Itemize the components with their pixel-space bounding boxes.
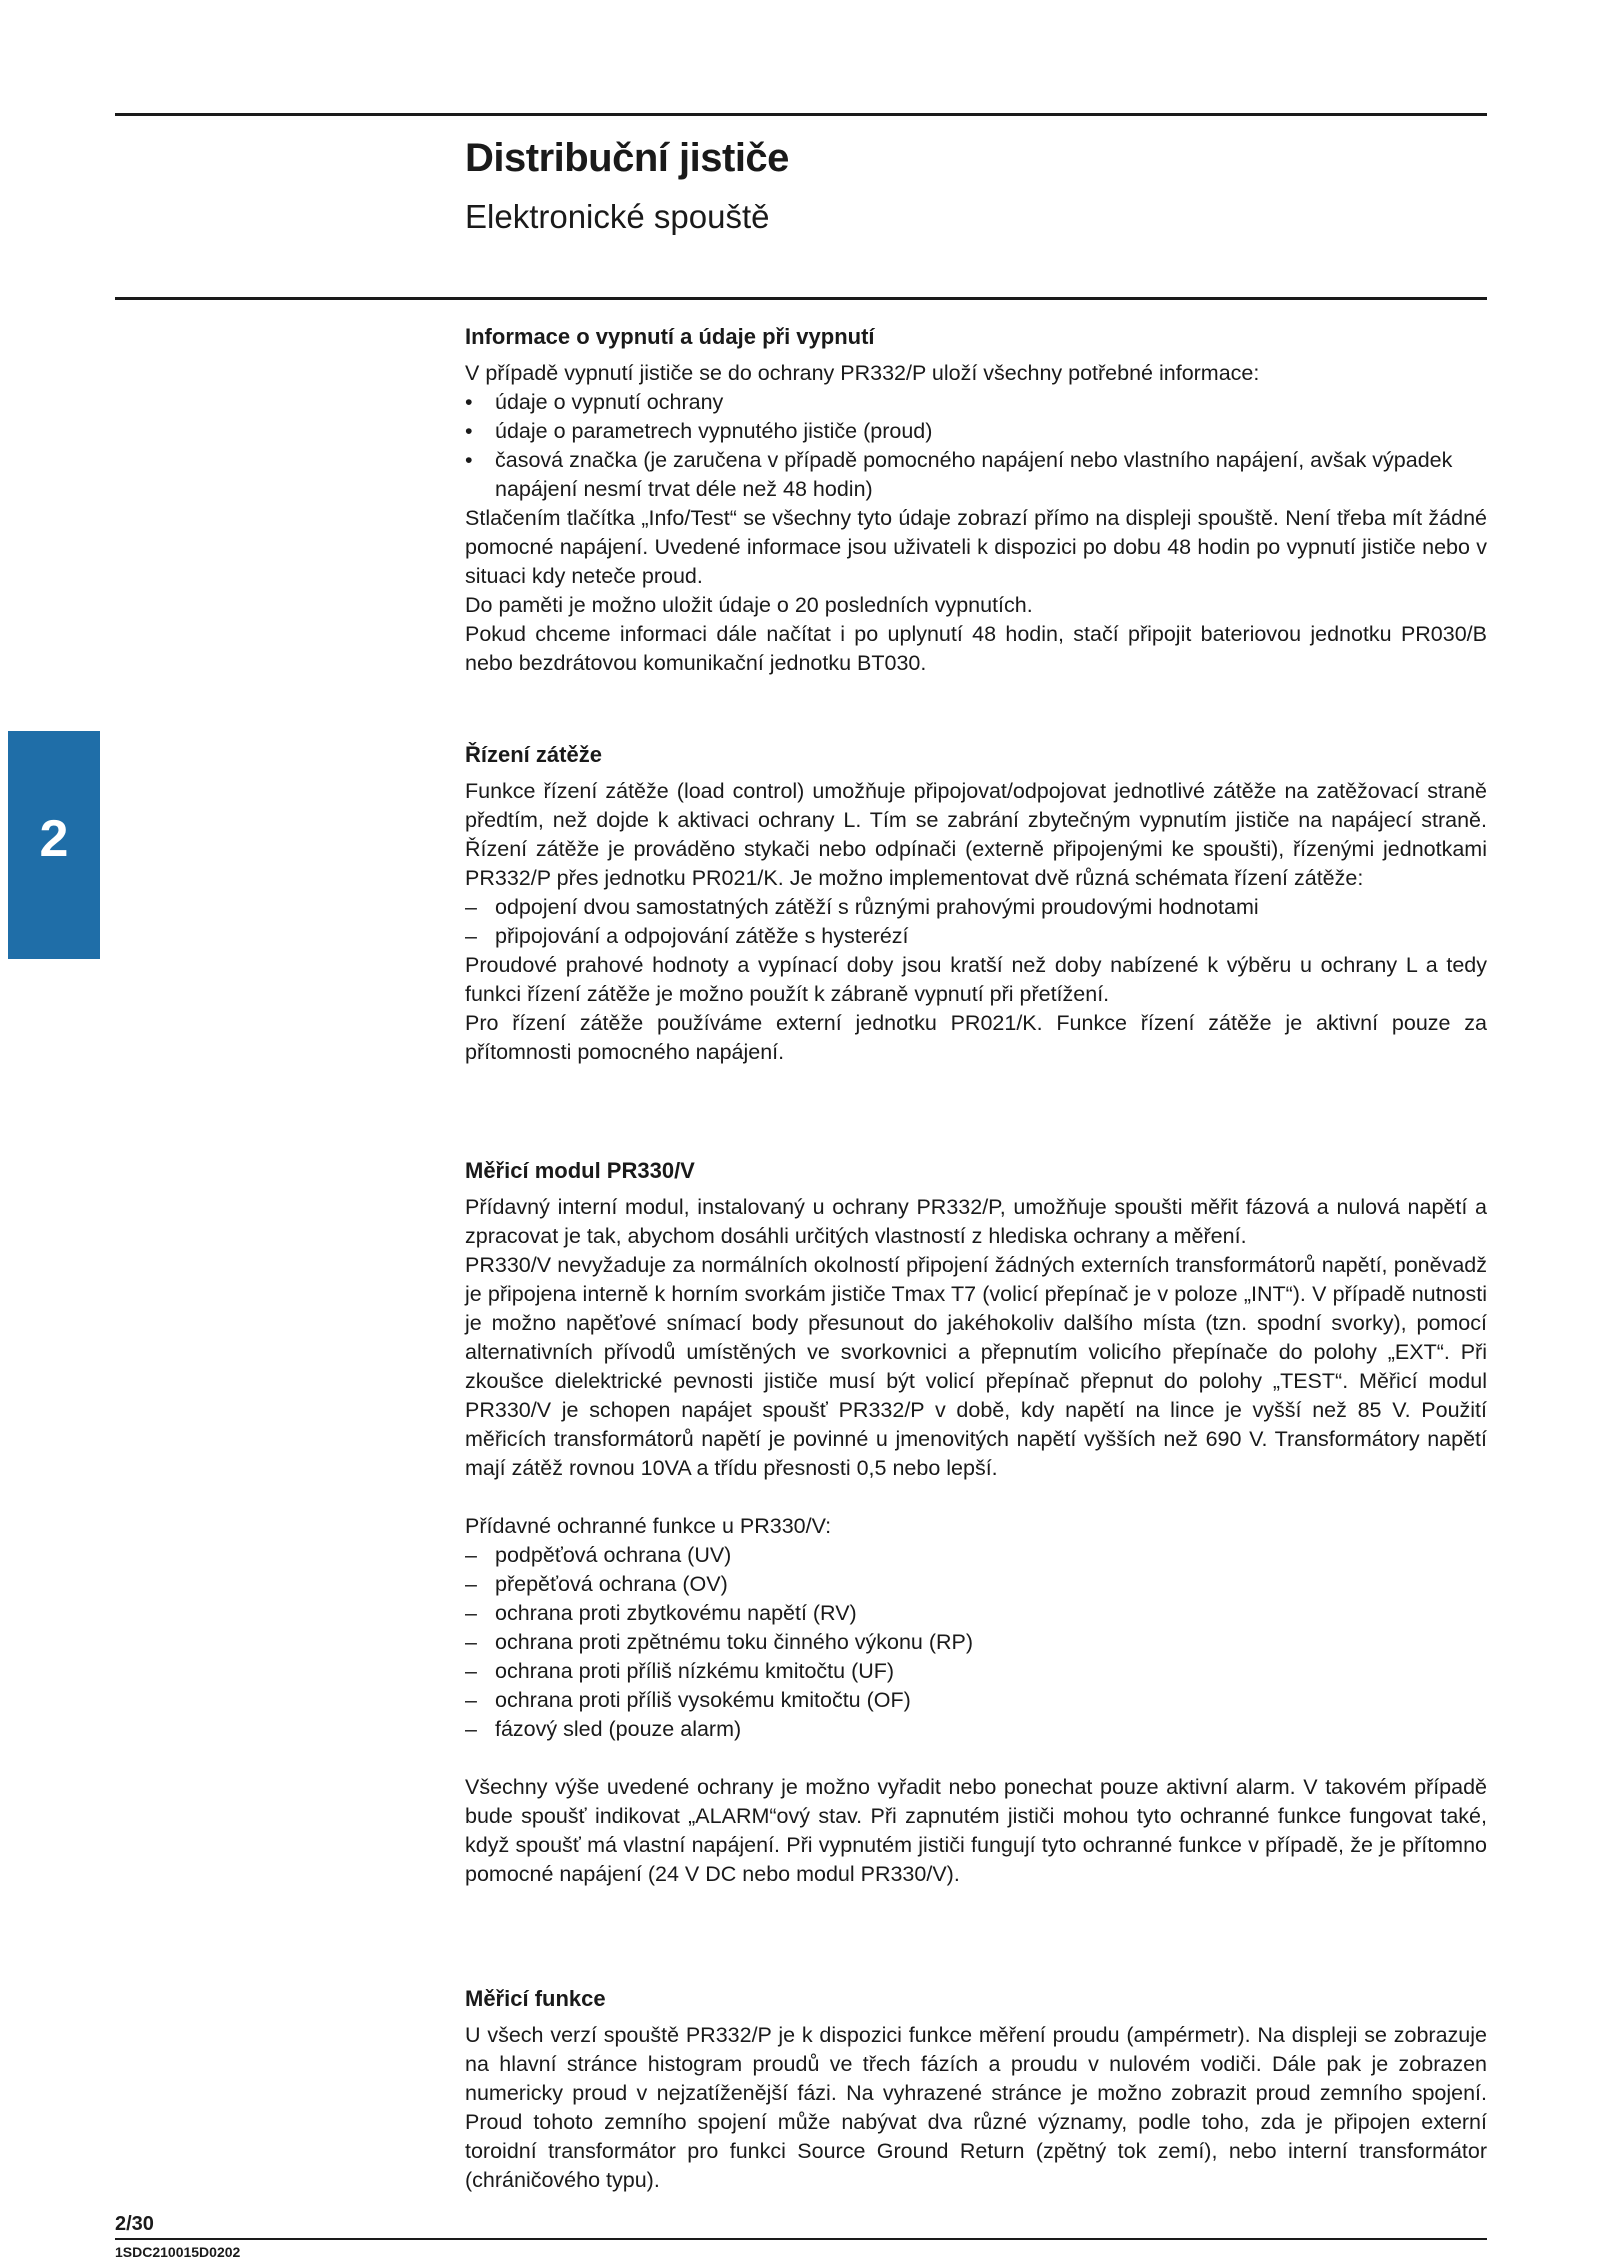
page-subtitle: Elektronické spouště	[465, 198, 770, 235]
dash-list	[465, 1541, 1487, 1744]
top-rule	[115, 113, 1487, 116]
list-item: – přepěťová ochrana (OV)	[465, 1570, 1487, 1599]
section-load-control	[465, 740, 1487, 1067]
spacer	[465, 1483, 1487, 1512]
list-item: • časová značka (je zaručena v případě pomocného napájení nebo vlastního napájení, avšak výpadek napájení nesmí trvat déle než 48 hodin)	[465, 448, 1453, 501]
bullet-icon: •	[465, 448, 473, 472]
list-item: – ochrana proti příliš vysokému kmitočtu (OF)	[465, 1686, 1487, 1715]
section-heading: Měřicí modul PR330/V	[465, 1158, 695, 1183]
header-rule	[115, 297, 1487, 300]
section-measuring-module	[465, 1156, 1487, 1889]
dash-icon: –	[465, 924, 477, 948]
list-item: • údaje o parametrech vypnutého jističe (proud)	[465, 417, 1487, 446]
dash-icon: –	[465, 1630, 477, 1654]
dash-icon: –	[465, 1688, 477, 1712]
list-item: • údaje o vypnutí ochrany	[465, 388, 1487, 417]
dash-icon: –	[465, 1659, 477, 1683]
page-title: Distribuční jističe	[465, 136, 789, 180]
paragraph: Proudové prahové hodnoty a vypínací doby jsou kratší než doby nabízené k výběru u ochrany L a tedy funkci řízení zátěže je možno použít k zábraně vypnutí při přetížení.	[465, 953, 1487, 1006]
paragraph: Pokud chceme informaci dále načítat i po uplynutí 48 hodin, stačí připojit bateriovou jednotku PR030/B nebo bezdrátovou komunikační jednotku BT030.	[465, 622, 1487, 675]
page-number: 2/30	[115, 2213, 154, 2235]
paragraph: Všechny výše uvedené ochrany je možno vyřadit nebo ponechat pouze aktivní alarm. V takovém případě bude spoušť indikovat „ALARM“ový stav. Při zapnutém jističi mohou tyto ochranné funkce fungovat také, když spoušť má vlastní napájení. Při vypnutém jističi fungují tyto ochranné funkce v případě, že je přítomno pomocné napájení (24 V DC nebo modul PR330/V).	[465, 1775, 1487, 1886]
section-heading: Měřicí funkce	[465, 1986, 606, 2011]
section-heading: Informace o vypnutí a údaje při vypnutí	[465, 324, 875, 349]
bullet-icon: •	[465, 419, 473, 443]
dash-list	[465, 893, 1487, 951]
paragraph: Pro řízení zátěže používáme externí jednotku PR021/K. Funkce řízení zátěže je aktivní pouze za přítomnosti pomocného napájení.	[465, 1011, 1487, 1064]
chapter-number: 2	[39, 810, 69, 868]
list-item: – ochrana proti zbytkovému napětí (RV)	[465, 1599, 1487, 1628]
dash-icon: –	[465, 895, 477, 919]
bullet-list	[465, 388, 1487, 504]
list-item: – připojování a odpojování zátěže s hysterézí	[465, 922, 1487, 951]
section-heading: Řízení zátěže	[465, 742, 602, 767]
list-item: – odpojení dvou samostatných zátěží s různými prahovými proudovými hodnotami	[465, 893, 1487, 922]
list-item: – fázový sled (pouze alarm)	[465, 1715, 1487, 1744]
paragraph: Přídavné ochranné funkce u PR330/V:	[465, 1514, 832, 1538]
dash-icon: –	[465, 1543, 477, 1567]
document-code: 1SDC210015D0202	[115, 2244, 241, 2260]
section-trip-info	[465, 322, 1487, 678]
spacer	[465, 1744, 1487, 1773]
paragraph: Funkce řízení zátěže (load control) umožňuje připojovat/odpojovat jednotlivé zátěže na zatěžovací straně předtím, než dojde k aktivaci ochrany L. Tím se zabrání zbytečným vypnutím jističe na napájecí straně. Řízení zátěže je prováděno stykači nebo odpínači (externě připojenými ke spoušti), řízenými jednotkami PR332/P přes jednotku PR021/K. Je možno implementovat dvě různá schémata řízení zátěže:	[465, 779, 1487, 890]
paragraph: Stlačením tlačítka „Info/Test“ se všechny tyto údaje zobrazí přímo na displeji spouště. Není třeba mít žádné pomocné napájení. Uvedené informace jsou uživateli k dispozici po dobu 48 hodin po vypnutí jističe nebo v situaci kdy neteče proud.	[465, 506, 1487, 588]
paragraph: V případě vypnutí jističe se do ochrany PR332/P uloží všechny potřebné informace:	[465, 361, 1260, 385]
footer-rule	[115, 2238, 1487, 2240]
dash-icon: –	[465, 1601, 477, 1625]
bullet-icon: •	[465, 390, 473, 414]
list-item: – podpěťová ochrana (UV)	[465, 1541, 1487, 1570]
paragraph: U všech verzí spouště PR332/P je k dispozici funkce měření proudu (ampérmetr). Na displeji se zobrazuje na hlavní stránce histogram proudů ve třech fázích a proudu v nulovém vodiči. Dále pak je zobrazen numericky proud v nejzatíženější fázi. Na vyhrazené stránce je možno zobrazit proud zemního spojení. Proud tohoto zemního spojení může nabývat dva různé významy, podle toho, zda je připojen externí toroidní transformátor pro funkci Source Ground Return (zpětný tok zemí), nebo interní transformátor (chráničového typu).	[465, 2023, 1487, 2192]
paragraph: Do paměti je možno uložit údaje o 20 posledních vypnutích.	[465, 593, 1033, 617]
list-item: – ochrana proti zpětnému toku činného výkonu (RP)	[465, 1628, 1487, 1657]
section-measuring-functions	[465, 1984, 1487, 2195]
chapter-tab	[8, 731, 100, 959]
list-item: – ochrana proti příliš nízkému kmitočtu (UF)	[465, 1657, 1487, 1686]
dash-icon: –	[465, 1572, 477, 1596]
dash-icon: –	[465, 1717, 477, 1741]
paragraph: Přídavný interní modul, instalovaný u ochrany PR332/P, umožňuje spoušti měřit fázová a nulová napětí a zpracovat je tak, abychom dosáhli určitých vlastností z hlediska ochrany a měření.	[465, 1195, 1487, 1248]
paragraph: PR330/V nevyžaduje za normálních okolností připojení žádných externích transformátorů napětí, poněvadž je připojena interně k horním svorkám jističe Tmax T7 (volicí přepínač je v poloze „INT“). V případě nutnosti je možno napěťové snímací body přesunout do jakéhokoliv dalšího místa (tzn. spodní svorky), pomocí alternativních přívodů umístěných ve svorkovnici a přepnutím volicího přepínače do polohy „EXT“. Při zkoušce dielektrické pevnosti jističe musí být volicí přepínač přepnut do polohy „TEST“. Měřicí modul PR330/V je schopen napájet spoušť PR332/P v době, kdy napětí na lince je vyšší než 85 V. Použití měřicích transformátorů napětí je povinné u jmenovitých napětí vyšších než 690 V. Transformátory napětí mají zátěž rovnou 10VA a třídu přesnosti 0,5 nebo lepší.	[465, 1253, 1487, 1480]
